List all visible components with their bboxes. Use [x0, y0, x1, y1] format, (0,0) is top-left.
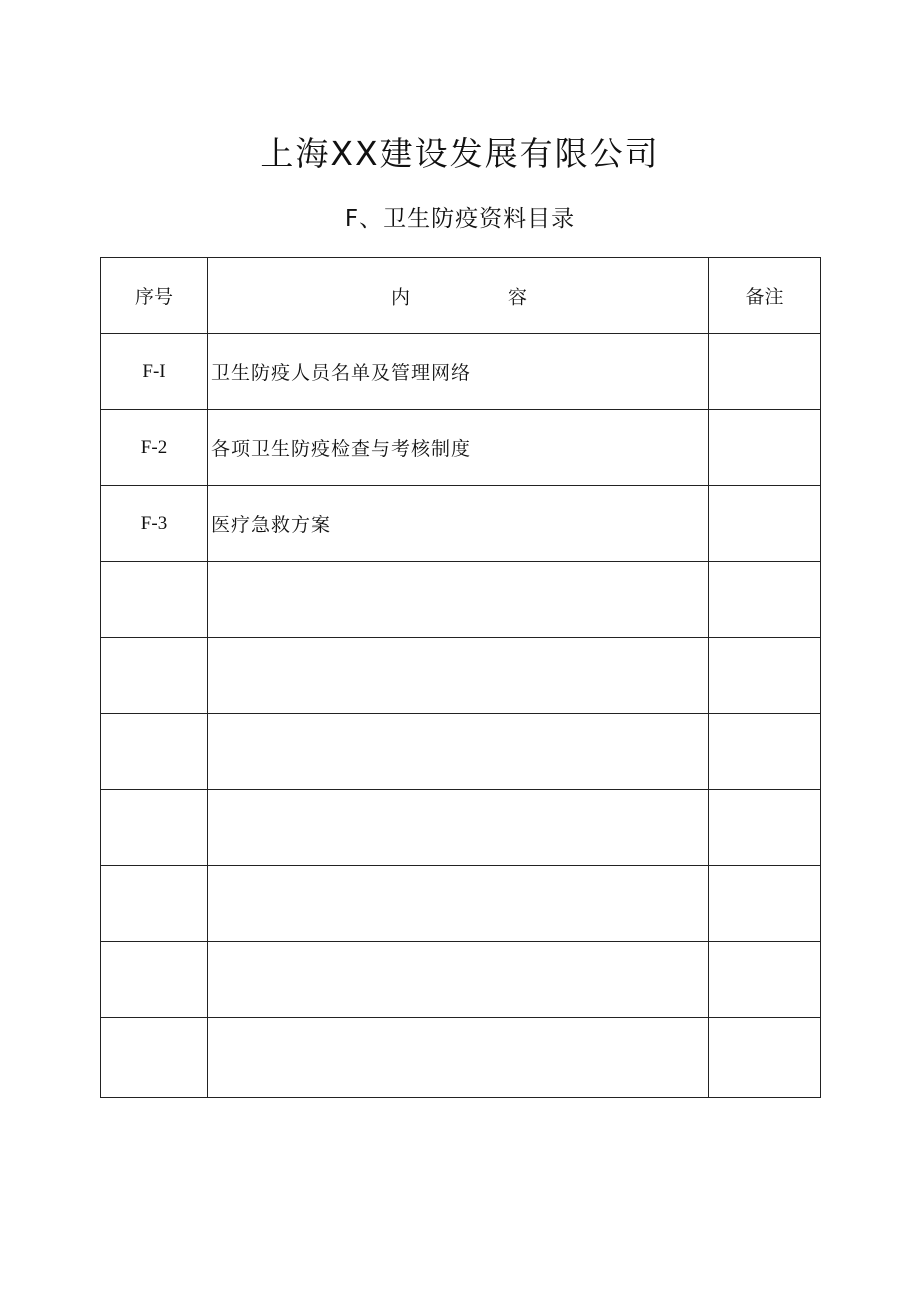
row-remark [709, 790, 821, 866]
table-row [101, 942, 821, 1018]
table-row [101, 562, 821, 638]
row-remark [709, 562, 821, 638]
row-content [208, 942, 709, 1018]
row-seq: F-2 [101, 410, 208, 486]
row-remark [709, 638, 821, 714]
row-seq: F-3 [101, 486, 208, 562]
table-row [101, 1018, 821, 1098]
row-seq [101, 942, 208, 1018]
column-header-content-part1: 内 [391, 286, 411, 308]
row-remark [709, 1018, 821, 1098]
row-seq [101, 790, 208, 866]
table-row [101, 410, 821, 486]
company-title: 上海XX建设发展有限公司 [260, 134, 660, 173]
row-seq [101, 562, 208, 638]
row-remark [709, 486, 821, 562]
column-header-content-part2: 容 [508, 286, 528, 308]
row-content [208, 562, 709, 638]
table-row [101, 334, 821, 410]
table-row [101, 714, 821, 790]
row-seq [101, 866, 208, 942]
row-seq [101, 638, 208, 714]
column-header-remark: 备注 [709, 258, 821, 334]
row-content [208, 790, 709, 866]
row-remark [709, 410, 821, 486]
catalog-table [100, 257, 821, 1098]
row-seq [101, 714, 208, 790]
document-subtitle: F、卫生防疫资料目录 [344, 206, 576, 232]
table-header-row [101, 258, 821, 334]
table-row [101, 866, 821, 942]
row-remark [709, 942, 821, 1018]
table-row [101, 790, 821, 866]
row-content: 卫生防疫人员名单及管理网络 [208, 334, 709, 410]
row-content [208, 714, 709, 790]
row-seq: F-I [101, 334, 208, 410]
row-content [208, 638, 709, 714]
column-header-content [208, 258, 709, 334]
row-remark [709, 866, 821, 942]
row-content [208, 1018, 709, 1098]
table-row [101, 638, 821, 714]
column-header-seq: 序号 [101, 258, 208, 334]
row-seq [101, 1018, 208, 1098]
row-content [208, 866, 709, 942]
row-content: 医疗急救方案 [208, 486, 709, 562]
table-row [101, 486, 821, 562]
row-content: 各项卫生防疫检查与考核制度 [208, 410, 709, 486]
row-remark [709, 714, 821, 790]
row-remark [709, 334, 821, 410]
